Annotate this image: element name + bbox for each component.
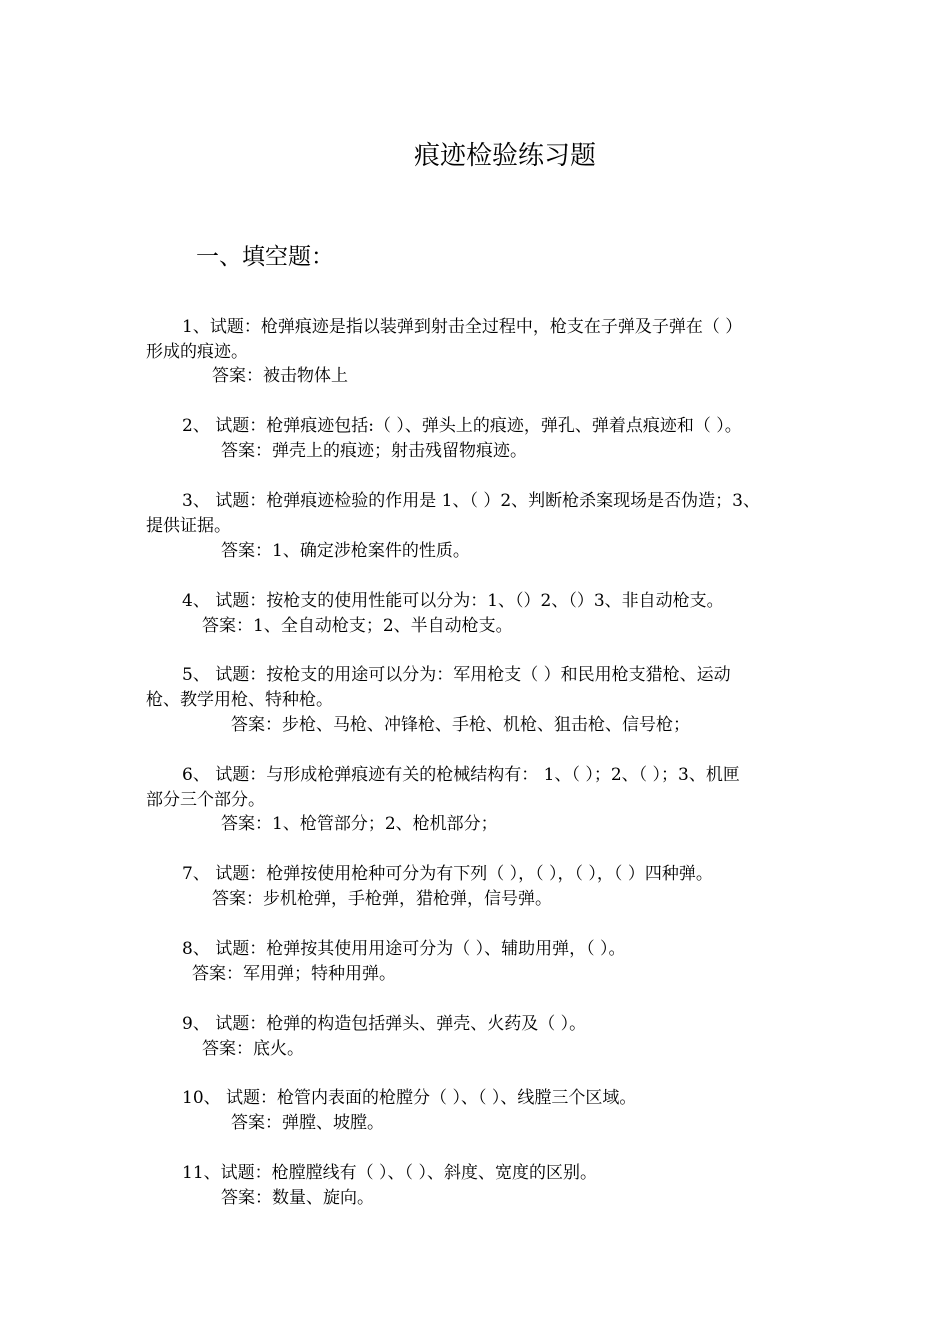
question-5-text-cont: 枪、教学用枪、特种枪。 [146,690,333,710]
question-1-text: 1、试题：枪弹痕迹是指以装弹到射击全过程中，枪支在子弹及子弹在（ ） [182,317,743,337]
question-1-text-cont: 形成的痕迹。 [146,342,248,362]
question-4-text: 4、 试题：按枪支的使用性能可以分为：1、（）2、（）3、非自动枪支。 [182,591,724,611]
question-1-answer: 答案：被击物体上 [212,366,348,386]
question-7-text: 7、 试题：枪弹按使用枪种可分为有下列（ ），（ ），（ ），（ ）四种弹。 [182,864,713,884]
question-6-text: 6、 试题：与形成枪弹痕迹有关的枪械结构有： 1、（ ）；2、（ ）；3、机匣 [182,765,740,785]
question-3-text: 3、 试题：枪弹痕迹检验的作用是 1、（ ）2、判断枪杀案现场是否伪造；3、 [182,491,760,511]
question-8-text: 8、 试题：枪弹按其使用用途可分为（ ）、辅助用弹，（ ）。 [182,939,626,959]
document-title: 痕迹检验练习题 [413,141,596,171]
question-5-answer: 答案：步枪、马枪、冲锋枪、手枪、机枪、狙击枪、信号枪； [231,715,690,735]
question-8-answer: 答案：军用弹；特种用弹。 [192,964,396,984]
question-9-answer: 答案：底火。 [202,1039,304,1059]
question-2-answer: 答案：弹壳上的痕迹；射击残留物痕迹。 [221,441,527,461]
question-2-text: 2、 试题：枪弹痕迹包括:（ ）、弹头上的痕迹，弹孔、弹着点痕迹和（ ）。 [182,416,742,436]
question-6-answer: 答案：1、枪管部分；2、枪机部分； [221,814,498,834]
question-10-answer: 答案：弹膛、坡膛。 [231,1113,384,1133]
question-5-text: 5、 试题：按枪支的用途可以分为：军用枪支（ ）和民用枪支猎枪、运动 [182,665,731,685]
question-11-text: 11、试题：枪膛膛线有（ ）、（ ）、斜度、宽度的区别。 [182,1163,597,1183]
question-9-text: 9、 试题：枪弹的构造包括弹头、弹壳、火药及（ ）。 [182,1014,587,1034]
question-7-answer: 答案：步机枪弹，手枪弹，猎枪弹，信号弹。 [212,889,552,909]
question-11-answer: 答案：数量、旋向。 [221,1188,374,1208]
question-3-text-cont: 提供证据。 [146,516,231,536]
question-4-answer: 答案：1、全自动枪支；2、半自动枪支。 [202,616,513,636]
question-3-answer: 答案：1、确定涉枪案件的性质。 [221,541,470,561]
question-10-text: 10、 试题：枪管内表面的枪膛分（ ）、（ ）、线膛三个区域。 [182,1088,637,1108]
section-heading-fill-in-blank: 一、填空题： [196,244,334,270]
question-6-text-cont: 部分三个部分。 [146,790,265,810]
